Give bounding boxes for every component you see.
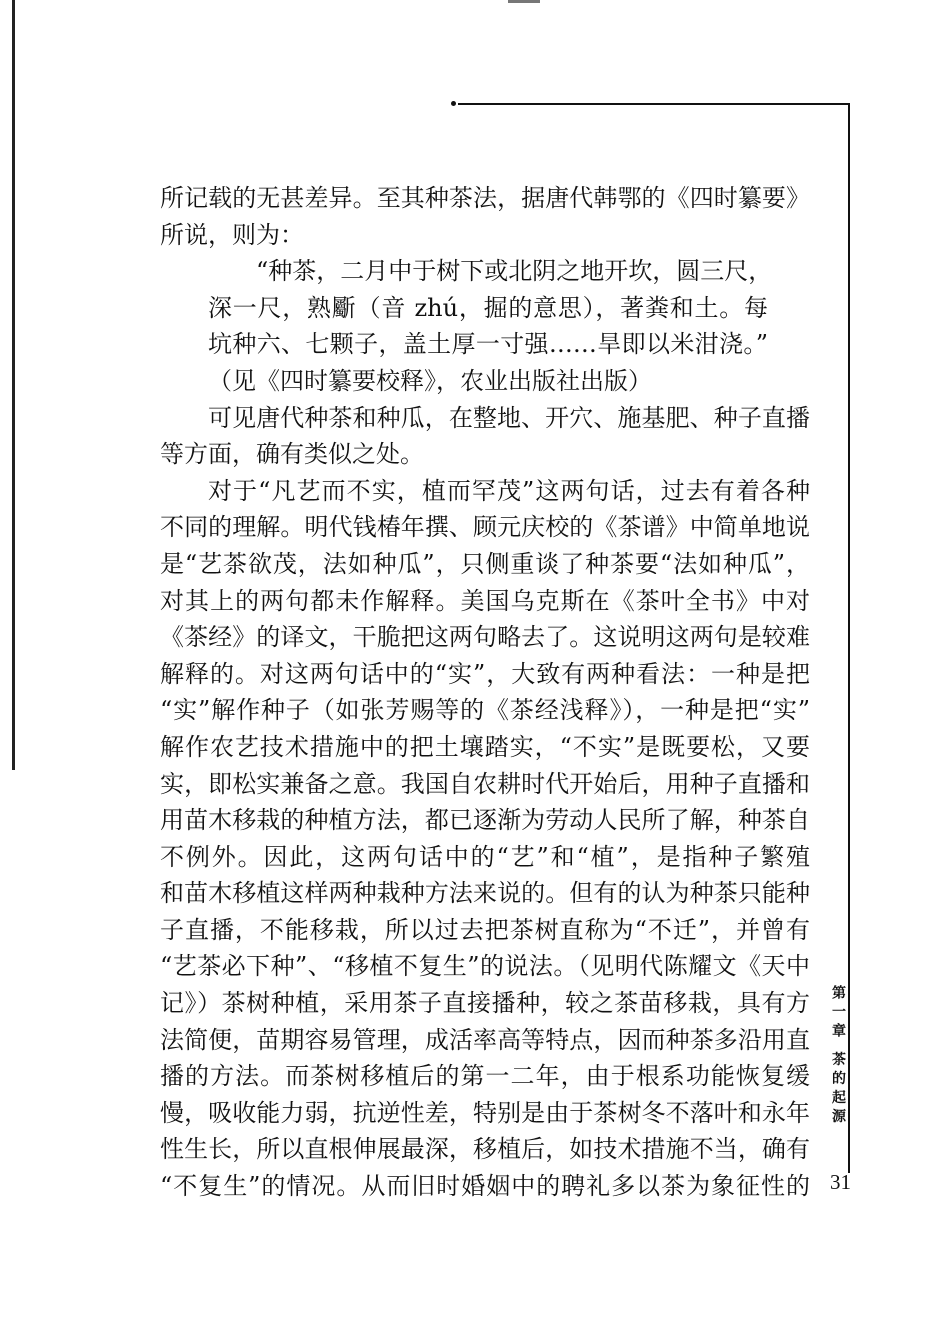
text-line: 用苗木移栽的种植方法，都已逐渐为劳动人民所了解，种茶自 xyxy=(160,806,810,835)
text-line: 不同的理解。明代钱椿年撰、顾元庆校的《茶谱》中简单地说 xyxy=(160,513,810,542)
text-line: 法简便，苗期容易管理，成活率高等特点，因而种茶多沿用直 xyxy=(160,1025,810,1054)
binding-edge-line xyxy=(12,0,15,770)
quote-line: 深一尺，熟斸（音 zhú，掘的意思），著粪和土。每 xyxy=(208,293,768,322)
chapter-side-label: 第一章 茶的起源 xyxy=(830,985,846,1128)
text-line: “艺茶必下种”、“移植不复生”的说法。（见明代陈耀文《天中 xyxy=(160,952,810,981)
text-line: 不例外。因此，这两句话中的“艺”和“植”，是指种子繁殖 xyxy=(160,842,810,871)
quote-line: “种茶，二月中于树下或北阴之地开坎，圆三尺， xyxy=(256,257,773,286)
text-line: 播的方法。而茶树移植后的第一二年，由于根系功能恢复缓 xyxy=(160,1062,810,1091)
text-line: 记》）茶树种植，采用茶子直接播种，较之茶苗移栽，具有方 xyxy=(160,989,810,1018)
text-line: 子直播，不能移栽，所以过去把茶树直称为“不迁”，并曾有 xyxy=(160,915,810,944)
quote-line: 坑种六、七颗子，盖土厚一寸强……旱即以米泔浇。” xyxy=(208,330,768,359)
body-text xyxy=(160,180,810,1205)
text-line: 对其上的两句都未作解释。美国乌克斯在《茶叶全书》中对 xyxy=(160,586,810,615)
header-rule xyxy=(458,103,849,105)
text-line: 性生长，所以直根伸展最深，移植后，如技术措施不当，确有 xyxy=(160,1135,810,1164)
scan-mark xyxy=(508,0,540,3)
text-line: 是“艺茶欲茂，法如种瓜”，只侧重谈了种茶要“法如种瓜”， xyxy=(160,549,810,578)
chapter-side-tab xyxy=(820,985,856,1128)
text-line: 慢，吸收能力弱，抗逆性差，特别是由于茶树冬不落叶和永年 xyxy=(160,1098,810,1127)
text-line: 实，即松实兼备之意。我国自农耕时代开始后，用种子直播和 xyxy=(160,769,810,798)
text-line: 所记载的无甚差异。至其种茶法，据唐代韩鄂的《四时纂要》 xyxy=(160,184,810,212)
header-dot xyxy=(451,101,456,106)
text-line: 解作农艺技术措施中的把土壤踏实，“不实”是既要松，又要 xyxy=(160,732,810,761)
text-line: 对于“凡艺而不实，植而罕茂”这两句话，过去有着各种 xyxy=(208,476,810,505)
text-line: 等方面，确有类似之处。 xyxy=(160,440,424,469)
text-line: “不复生”的情况。从而旧时婚姻中的聘礼多以茶为象征性的 xyxy=(160,1172,810,1201)
text-line: 所说，则为： xyxy=(160,220,304,249)
text-line: 和苗木移植这样两种栽种方法来说的。但有的认为种茶只能种 xyxy=(160,879,810,908)
text-line: “实”解作种子（如张芳赐等的《茶经浅释》），一种是把“实” xyxy=(160,696,810,725)
quote-citation: （见《四时纂要校释》，农业出版社出版） xyxy=(208,366,652,395)
text-line: 可见唐代种茶和种瓜，在整地、开穴、施基肥、种子直播 xyxy=(208,403,810,432)
page-number: 31 xyxy=(830,1170,851,1194)
text-line: 解释的。对这两句话中的“实”，大致有两种看法：一种是把 xyxy=(160,659,810,688)
text-line: 《茶经》的译文，干脆把这两句略去了。这说明这两句是较难 xyxy=(160,623,810,652)
